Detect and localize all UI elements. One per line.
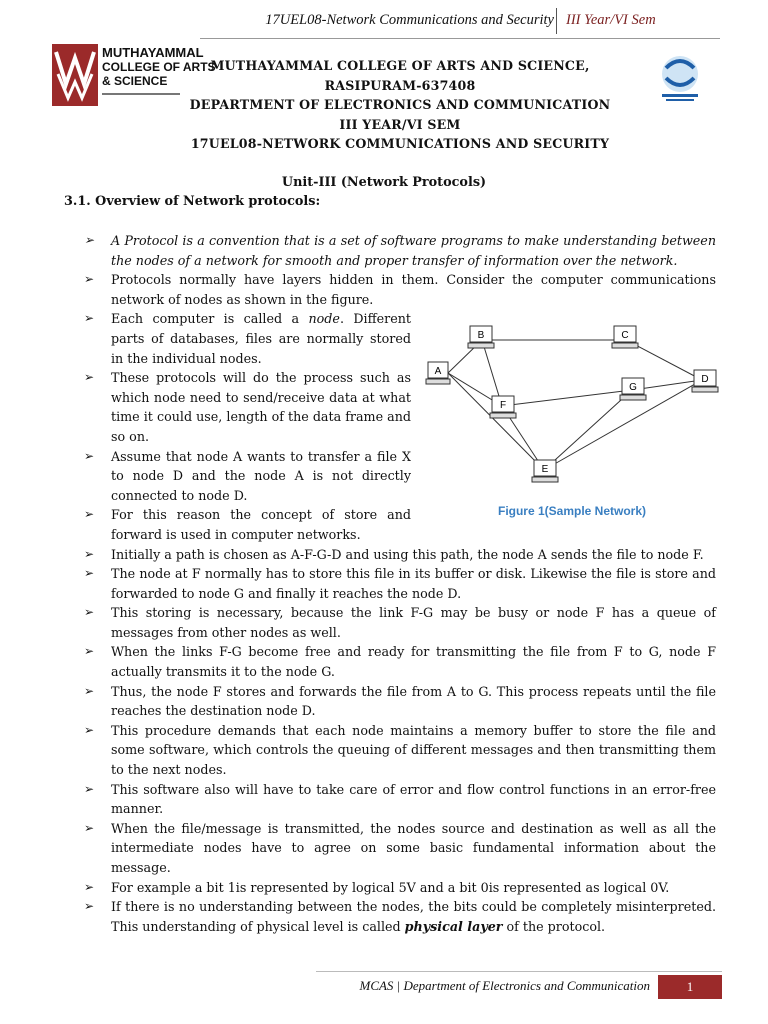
page-footer — [316, 975, 722, 999]
node-A — [426, 362, 450, 384]
physical-layer-term: physical layer — [404, 918, 503, 934]
list-item: ➢ When the links F-G become free and ready for transmitting the file from F to G, node F actually transmits it to the node G. — [84, 642, 716, 681]
node-B — [468, 326, 494, 348]
list-item: ➢ This software also will have to take care of error and flow control functions in an error-free manner. — [84, 780, 716, 819]
header-course: 17UEL08-Network Communications and Security — [265, 12, 554, 28]
college-name: MUTHAYAMMAL COLLEGE OF ARTS AND SCIENCE, — [210, 58, 590, 73]
figure-caption: Figure 1(Sample Network) — [497, 504, 647, 518]
unit-title: Unit-III (Network Protocols) — [281, 175, 487, 190]
network-links — [448, 340, 702, 470]
node-D — [692, 370, 718, 392]
list-item — [84, 309, 411, 368]
header-rule — [200, 38, 720, 39]
list-item-text: of the protocol. — [502, 918, 606, 934]
node-D-label: D — [701, 374, 709, 385]
list-item-text: . Different parts of databases, files are normally stored in the individual nodes. — [111, 311, 411, 366]
list-item-text: Each computer is called a — [111, 311, 309, 327]
logo-text-2: COLLEGE OF ARTS — [102, 60, 216, 74]
node-A-label: A — [434, 366, 442, 377]
list-item-text: If there is no understanding between the nodes, the bits could be completely misinterpreted. This understanding of physical level is called — [111, 899, 716, 934]
list-item: ➢ This procedure demands that each node maintains a memory buffer to store the file and some software, which controls the queuing of different messages and then transmitting them to the next nodes. — [84, 721, 716, 780]
node-G-label: G — [629, 382, 637, 393]
list-item: ➢ Assume that node A wants to transfer a file X to node D and the node A is not directly connected to node D. — [84, 447, 411, 506]
list-item: ➢ This storing is necessary, because the link F-G may be busy or node F has a queue of messages from other nodes as well. — [84, 603, 716, 642]
node-C-label: C — [621, 330, 629, 341]
page-header — [0, 8, 768, 36]
list-item: ➢ These protocols will do the process such as which node need to send/receive data at what time it could use, length of the data frame and so on. — [84, 368, 411, 446]
department-name: DEPARTMENT OF ELECTRONICS AND COMMUNICATION — [189, 97, 611, 112]
list-item: ➢ A Protocol is a convention that is a set of software programs to make understanding between the nodes of a network for smooth and proper transfer of information over the network. — [84, 231, 716, 270]
header-divider — [556, 8, 557, 34]
node-G — [620, 378, 646, 400]
list-item: ➢ When the file/message is transmitted, the nodes source and destination as well as all the intermediate nodes have to agree on some basic fundamental information about the message. — [84, 819, 716, 878]
section-title: 3.1. Overview of Network protocols: — [64, 194, 321, 209]
node-F — [490, 396, 516, 418]
list-item: ➢ For example a bit 1is represented by logical 5V and a bit 0is represented as logical 0V. — [84, 878, 716, 898]
college-place: RASIPURAM-637408 — [324, 77, 476, 93]
list-item: ➢ Protocols normally have layers hidden in them. Consider the computer communications network of nodes as shown in the figure. — [84, 270, 716, 309]
course-title: 17UEL08-NETWORK COMMUNICATIONS AND SECURITY — [190, 136, 610, 151]
header-year: III Year/VI Sem — [566, 12, 656, 28]
sample-network-figure — [422, 318, 722, 498]
node-B-label: B — [477, 330, 485, 341]
list-item: ➢ Thus, the node F stores and forwards the file from A to G. This process repeats until the file reaches the destination node D. — [84, 682, 716, 721]
footer-text: MCAS | Department of Electronics and Communication — [359, 978, 650, 993]
node-E-label: E — [541, 464, 549, 475]
node-F-label: F — [499, 400, 507, 411]
logo-text-3: & SCIENCE — [102, 74, 168, 88]
year-semester: III YEAR/VI SEM — [339, 116, 461, 132]
logo-text-1: MUTHAYAMMAL — [102, 45, 204, 60]
accreditation-logo — [652, 48, 708, 104]
footer-rule — [316, 971, 722, 972]
node-C — [612, 326, 638, 348]
page-number: 1 — [658, 975, 722, 999]
node-E — [532, 460, 558, 482]
node-term: node — [308, 311, 340, 327]
list-item — [84, 897, 716, 936]
list-item: ➢ The node at F normally has to store this file in its buffer or disk. Likewise the file is store and forwarded to node G and finally it reaches the node D. — [84, 564, 716, 603]
list-item: ➢ Initially a path is chosen as A-F-G-D and using this path, the node A sends the file to node F. — [84, 545, 716, 565]
list-item: ➢ For this reason the concept of store and forward is used in computer networks. — [84, 505, 411, 544]
college-heading — [180, 56, 620, 154]
